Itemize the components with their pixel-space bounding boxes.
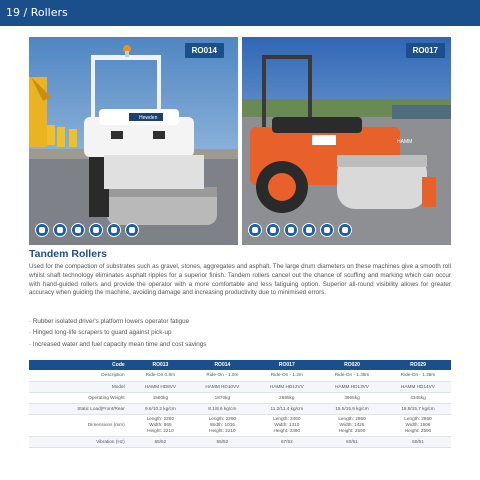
row-label: Description (29, 370, 131, 381)
table-cell: Ride-On - 1.0m (190, 370, 254, 381)
model-tag-ro014: RO014 (185, 43, 224, 58)
table-cell: 15.8/15.7 kg/cm (385, 403, 451, 414)
table-cell: 60/51 (319, 436, 385, 447)
roller-illustration-orange (242, 37, 451, 245)
dimension-line: Height: 2390 (273, 427, 301, 433)
gloves-icon (284, 223, 298, 237)
table-row (29, 381, 451, 392)
feature-item: · Increased water and fuel capacity mean time and cost savings (29, 340, 207, 348)
spec-code: RO013 (131, 360, 190, 370)
goggles-icon (125, 223, 139, 237)
roller-illustration-white (29, 37, 238, 245)
ppe-icons (35, 223, 139, 237)
table-cell: 4345kg (385, 392, 451, 403)
table-row (29, 370, 451, 381)
table-cell: Ride-On 0.8m (131, 370, 190, 381)
feature-item: · Rubber isolated driver's platform lowers operator fatigue (29, 318, 190, 325)
page-header (0, 0, 480, 26)
table-cell: 65/52 (190, 436, 254, 447)
ear-protection-icon (107, 223, 121, 237)
table-cell: 1580kg (131, 392, 190, 403)
table-cell: 15.5/15.6 kg/cm (319, 403, 385, 414)
dimension-line: Length: 2460 (273, 416, 301, 422)
row-label: Vibration (Hz) (29, 436, 131, 447)
table-row (29, 403, 451, 414)
table-cell (255, 414, 319, 436)
ppe-icons (248, 223, 352, 237)
table-cell: 2695kg (255, 392, 319, 403)
table-cell: HAMM HD8VV (131, 381, 190, 392)
safety-boots-icon (266, 223, 280, 237)
dimension-line: Width: 1036 (209, 422, 235, 428)
dimension-line: Length: 2260 (208, 416, 237, 422)
table-row (29, 436, 451, 447)
safety-boots-icon (53, 223, 67, 237)
spec-header-row (29, 360, 451, 370)
dimension-line: Height: 2210 (147, 427, 174, 433)
dimension-line: Length: 2260 (146, 416, 175, 422)
table-cell: Ride-On - 1.38m (385, 370, 451, 381)
spec-code: RO020 (319, 360, 385, 370)
dimension-line: Length: 2860 (338, 416, 366, 422)
breadcrumb: 19 / Rollers (6, 6, 68, 19)
table-cell: 9.6/10.2 kg/cm (131, 403, 190, 414)
spec-code: RO029 (385, 360, 451, 370)
table-cell: HAMM HD10VV (190, 381, 254, 392)
row-label: Static Load(Front/Rear (29, 403, 131, 414)
feature-item: · Hinged long-life scrapers to guard against pick-up (29, 329, 172, 337)
hi-vis-icon (89, 223, 103, 237)
dimension-line: Length: 2860 (404, 416, 432, 422)
hi-vis-icon (302, 223, 316, 237)
dimension-line: Height: 2590 (404, 427, 432, 433)
table-cell: 8.1/8.6 kg/cm (190, 403, 254, 414)
hard-hat-icon (35, 223, 49, 237)
table-cell: HAMM HD14VV (385, 381, 451, 392)
section-description: Used for the compaction of substrates such as gravel, stones, aggregates and asphalt. The large drum diameters on these machines give a smooth roll whilst shaft technology eliminates asphalt ripples for a superior finish. Tandem rollers cancel out the chance of scuffing and marking which can occur with hand-guided rollers and provide the operator with a more comfortable and less fatiguing option. Superior all-round visibility allows for greater accuracy when guiding the machine, avoiding damage and increasing productivity due to minimised errors. (29, 263, 451, 297)
table-cell: Ride-On - 1.35m (319, 370, 385, 381)
spec-header-label: Code (29, 360, 131, 370)
table-cell: 67/52 (255, 436, 319, 447)
table-cell (385, 414, 451, 436)
dimension-line: Width: 1506 (405, 422, 431, 428)
gloves-icon (71, 223, 85, 237)
hard-hat-icon (248, 223, 262, 237)
spec-code: RO014 (190, 360, 254, 370)
table-cell: 65/52 (131, 436, 190, 447)
goggles-icon (338, 223, 352, 237)
roller-decal: HAMM (397, 139, 413, 145)
row-label: Operating Weight (29, 392, 131, 403)
table-cell: 11.2/11.4 kg/cm (255, 403, 319, 414)
table-cell: 1870kg (190, 392, 254, 403)
roller-photo-ro014 (29, 37, 238, 245)
spec-table (29, 360, 451, 448)
table-row (29, 414, 451, 436)
table-cell: HAMM HD12VV (255, 381, 319, 392)
table-cell: 3965kg (319, 392, 385, 403)
table-cell (319, 414, 385, 436)
dimension-line: Width: 1310 (274, 422, 300, 428)
dimension-line: Height: 2590 (338, 427, 366, 433)
dimension-line: Width: 1426 (339, 422, 365, 428)
table-row (29, 392, 451, 403)
dimension-line: Width: 865 (149, 422, 172, 428)
model-tag-ro017: RO017 (406, 43, 445, 58)
table-cell (131, 414, 190, 436)
table-cell: Ride-On - 1.2m (255, 370, 319, 381)
ear-protection-icon (320, 223, 334, 237)
row-label: Model (29, 381, 131, 392)
table-cell (190, 414, 254, 436)
table-cell: 60/51 (385, 436, 451, 447)
spec-code: RO017 (255, 360, 319, 370)
row-label: Dimensions (mm) (29, 414, 131, 436)
table-cell: HAMM HD13VV (319, 381, 385, 392)
roller-decal: Hewden (139, 115, 158, 121)
feature-list (29, 316, 206, 350)
dimension-line: Height: 2210 (209, 427, 236, 433)
roller-photo-ro017 (242, 37, 451, 245)
section-title: Tandem Rollers (29, 248, 107, 260)
